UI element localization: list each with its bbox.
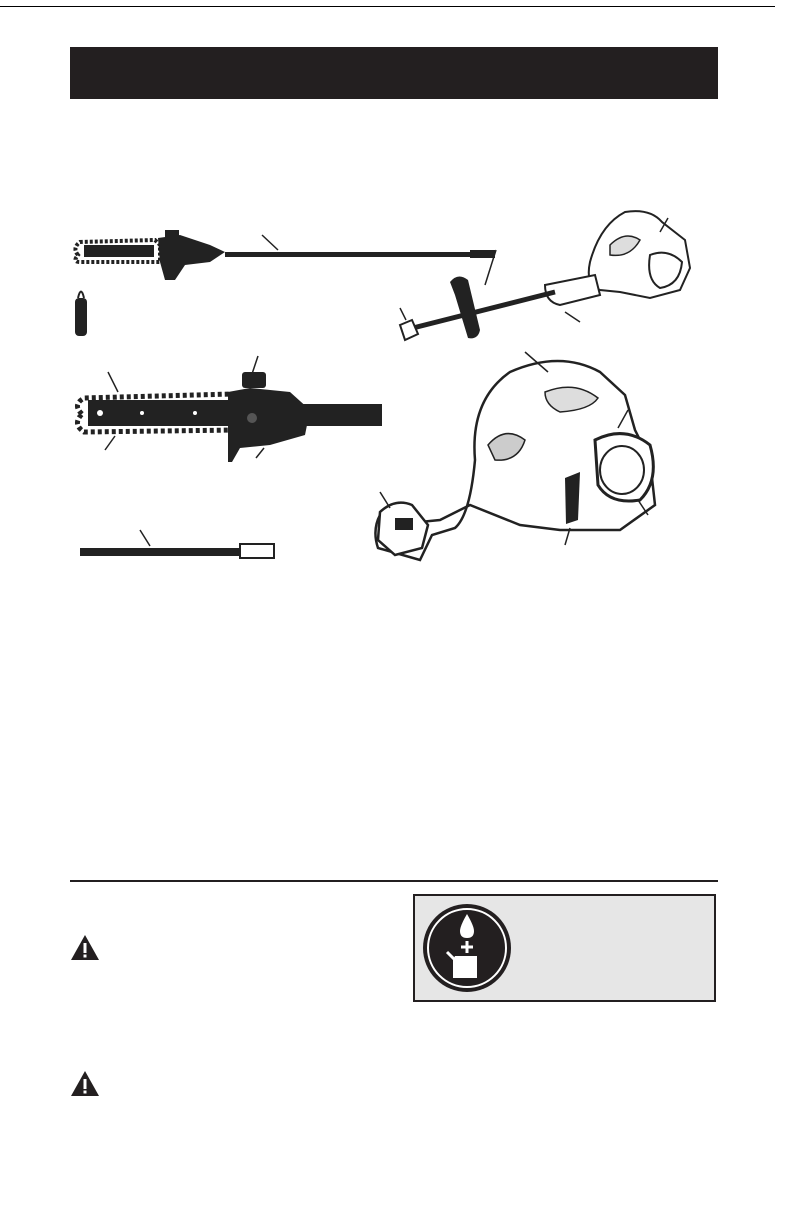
saw-head-closeup-icon — [77, 356, 382, 462]
fuel-notice-box — [413, 894, 716, 1002]
warning-triangle-icon — [70, 934, 100, 962]
extension-pole-icon — [80, 530, 274, 558]
power-head-icon — [400, 211, 690, 340]
engine-closeup-icon — [375, 352, 655, 560]
section-divider — [70, 880, 718, 882]
parts-illustration — [0, 0, 792, 600]
fuel-oil-mix-icon — [419, 900, 515, 996]
oil-bottle-icon — [75, 292, 87, 337]
warning-triangle-icon — [70, 1070, 100, 1098]
pole-saw-attachment-icon — [75, 230, 495, 280]
